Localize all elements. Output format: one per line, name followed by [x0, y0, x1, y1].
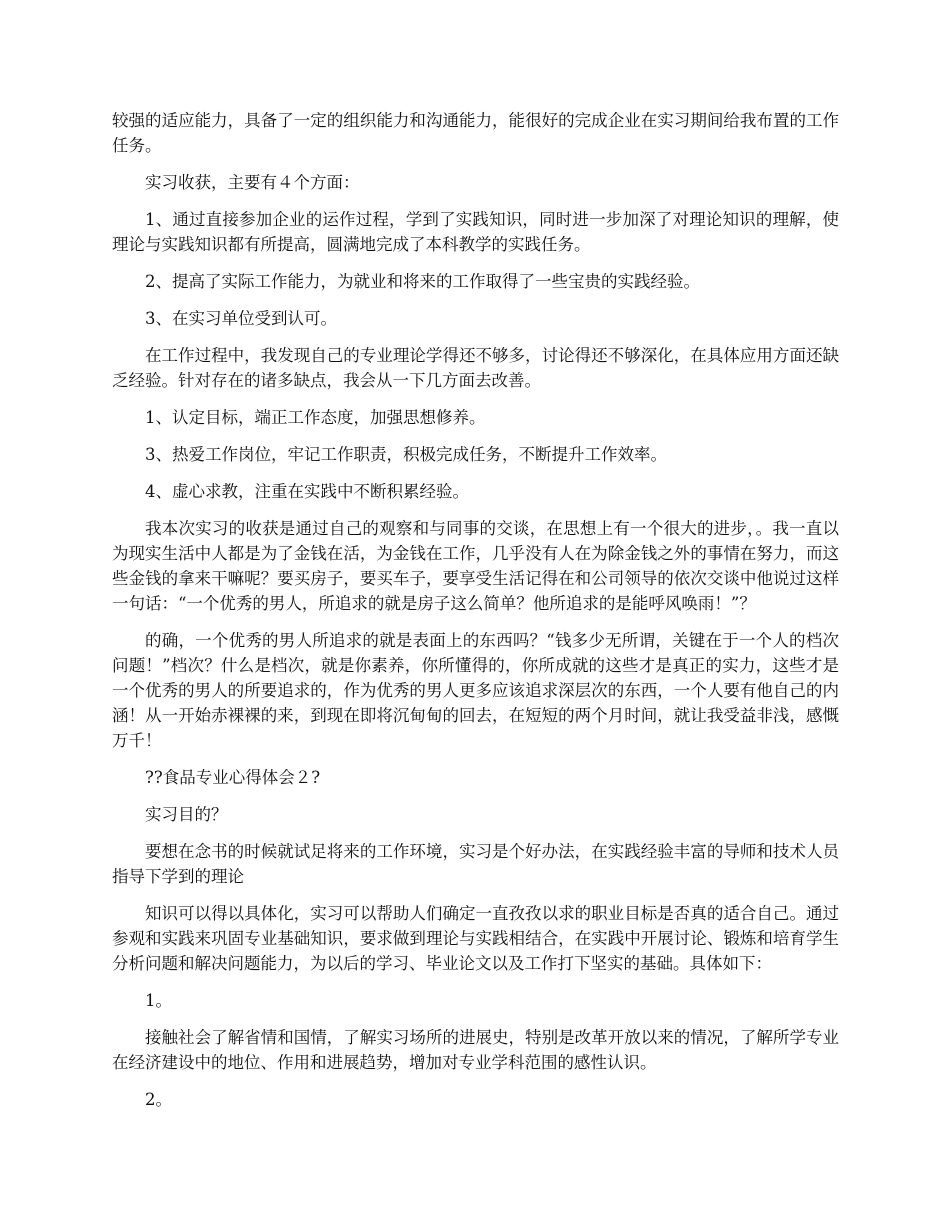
paragraph-17: 接触社会了解省情和国情，了解实习场所的进展史，特别是改革开放以来的情况，了解所学专业在经济建设中的地位、作用和进展趋势，增加对专业学科范围的感性认识。	[112, 1028, 839, 1072]
paragraph-1: 较强的适应能力，具备了一定的组织能力和沟通能力，能很好的完成企业在实习期间给我布置的工作任务。	[112, 111, 839, 155]
paragraph-15: 知识可以得以具体化，实习可以帮助人们确定一直孜孜以求的职业目标是否真的适合自己。通过参观和实践来巩固专业基础知识，要求做到理论与实践相结合，在实践中开展讨论、锻炼和培育学生分析问题和解决问题能力，为以后的学习、毕业论文以及工作打下坚实的基础。具体如下：	[112, 904, 839, 973]
paragraph-6: 在工作过程中，我发现自己的专业理论学得还不够多，讨论得还不够深化，在具体应用方面还缺乏经验。针对存在的诸多缺点，我会从一下几方面去改善。	[112, 346, 839, 390]
document-page	[112, 108, 839, 1124]
paragraph-14: 要想在念书的时候就试足将来的工作环境，实习是个好办法，在实践经验丰富的导师和技术人员指导下学到的理论	[112, 842, 839, 886]
paragraph-9: 4、虚心求教，注重在实践中不断积累经验。	[145, 482, 469, 501]
paragraph-16: 1。	[145, 991, 172, 1010]
paragraph-2: 实习收获，主要有４个方面：	[145, 173, 360, 192]
paragraph-11: 的确，一个优秀的男人所追求的就是表面上的东西吗？“钱多少无所谓，关键在于一个人的档次问题！”档次？什么是档次，就是你素养，你所懂得的，你所成就的这些才是真正的实力，这些才是一个优秀的男人的所要追求的，作为优秀的男人更多应该追求深层次的东西，一个人要有他自己的内涵！从一开始赤裸裸的来，到现在即将沉甸甸的回去，在短短的两个月时间，就让我受益非浅，感慨万千！	[112, 631, 839, 750]
paragraph-10: 我本次实习的收获是通过自己的观察和与同事的交谈，在思想上有一个很大的进步，。我一直以为现实生活中人都是为了金钱在活，为金钱在工作，几乎没有人在为除金钱之外的事情在努力，而这些金钱的拿来干嘛呢？要买房子，要买车子，要享受生活记得在和公司领导的依次交谈中他说过这样一句话：“一个优秀的男人，所追求的就是房子这么简单？他所追求的是能呼风唤雨！”？	[112, 519, 839, 613]
paragraph-7: 1、认定目标，端正工作态度，加强思想修养。	[145, 408, 486, 427]
paragraph-18: 2。	[145, 1090, 172, 1109]
paragraph-4: 2、提高了实际工作能力，为就业和将来的工作取得了一些宝贵的实践经验。	[145, 272, 700, 291]
paragraph-3: 1、通过直接参加企业的运作过程，学到了实践知识，同时进一步加深了对理论知识的理解，使理论与实践知识都有所提高，圆满地完成了本科教学的实践任务。	[112, 210, 839, 254]
paragraph-5: 3、在实习单位受到认可。	[145, 309, 337, 328]
paragraph-13: 实习目的？	[145, 805, 228, 824]
paragraph-8: 3、热爱工作岗位，牢记工作职责，积极完成任务，不断提升工作效率。	[145, 445, 667, 464]
section-heading: ??食品专业心得体会２?	[145, 768, 321, 787]
